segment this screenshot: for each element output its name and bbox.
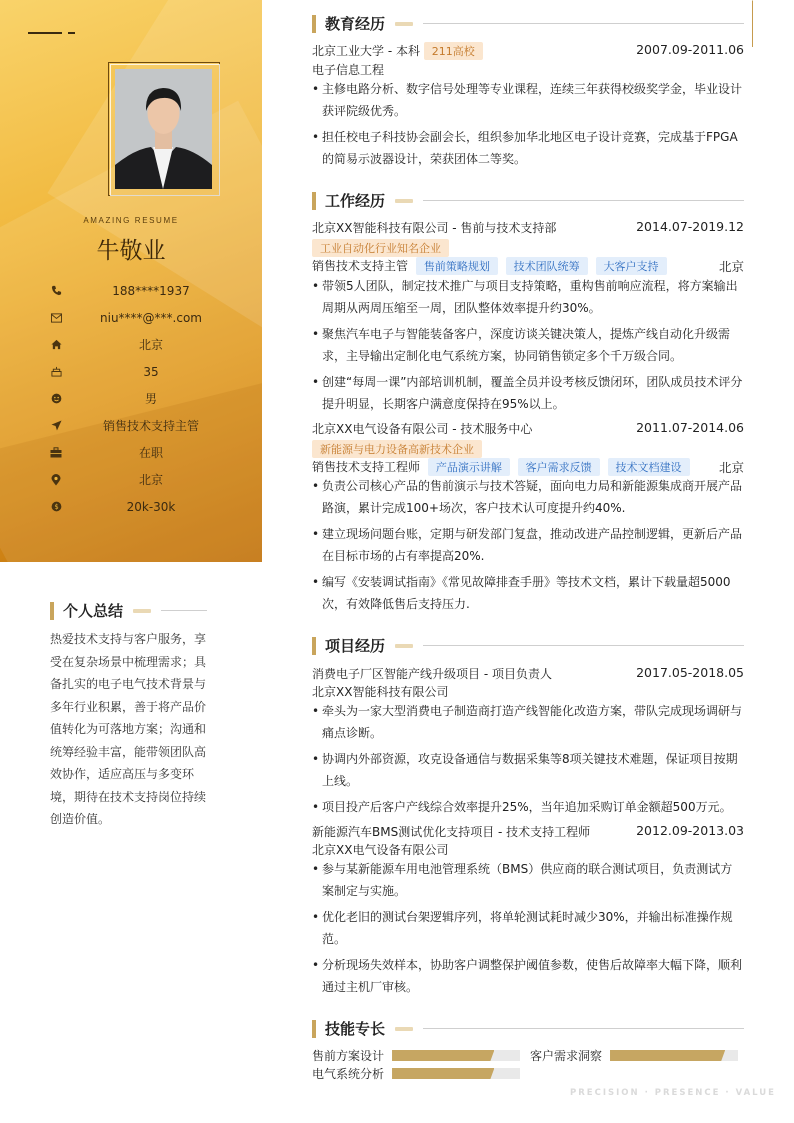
skill-name: 售前方案设计	[312, 1049, 385, 1063]
skill-tag: 技术文档建设	[608, 458, 690, 476]
education-major: 电子信息工程	[312, 63, 385, 77]
info-value: 北京	[138, 473, 163, 487]
job-city: 北京	[718, 259, 744, 274]
project-bullet: • 参与某新能源车用电池管理系统（BMS）供应商的联合测试项目，负责测试方案制定与实施。	[312, 858, 744, 902]
skill-bar-fill	[392, 1050, 494, 1061]
resume-tagline: AMAZING RESUME	[83, 216, 179, 225]
education-date: 2007.09-2011.06	[636, 42, 744, 57]
info-gender	[48, 385, 238, 412]
job-bullet: • 创建“每周一课”内部培训机制，覆盖全员并设考核反馈闭环，团队成员技术评分提升明显，长期客户满意度保持在95%以上。	[312, 371, 744, 415]
location-pin-icon	[48, 472, 64, 488]
avatar-photo	[115, 69, 212, 189]
project-bullet: • 分析现场失效样本，协助客户调整保护阈值参数，使售后故障率大幅下降，顺利通过主机厂审核。	[312, 954, 744, 998]
job-city: 北京	[718, 460, 744, 475]
job-bullet: • 聚焦汽车电子与智能装备客户，深度访谈关键决策人，提炼产线自动化升级需求，主导输出定制化电气系统方案，协同销售锁定多个千万级合同。	[312, 323, 744, 367]
project-bullet: • 项目投产后客户产线综合效率提升25%，当年追加采购订单金额超500万元。	[312, 796, 744, 818]
svg-text:$: $	[53, 502, 59, 511]
project-bullet: • 牵头为一家大型消费电子制造商打造产线智能化改造方案，带队完成现场调研与痛点诊断。	[312, 700, 744, 744]
skill-bar-fill	[610, 1050, 725, 1061]
project-date: 2017.05-2018.05	[636, 665, 744, 680]
project-name: 新能源汽车BMS测试优化支持项目 - 技术支持工程师	[312, 825, 591, 839]
info-phone	[48, 277, 238, 304]
info-value: 188****1937	[112, 283, 190, 298]
skill-item	[312, 1047, 520, 1064]
project-org: 北京XX智能科技有限公司	[312, 685, 449, 699]
project-date: 2012.09-2013.03	[636, 823, 744, 838]
briefcase-icon	[48, 445, 64, 461]
job-bullet: • 建立现场问题台账，定期与研发部门复盘，推动改进产品控制逻辑，更新后产品在目标市场的占有率提高20%.	[312, 523, 744, 567]
phone-icon	[48, 283, 64, 299]
skill-bar	[392, 1050, 520, 1061]
job-bullet: • 负责公司核心产品的售前演示与技术答疑，面向电力局和新能源集成商开展产品路演，累计完成100+场次，客户技术认可度提升约40%.	[312, 475, 744, 519]
send-icon	[48, 418, 64, 434]
project-row	[312, 823, 744, 840]
education-heading	[312, 13, 744, 34]
skills-heading	[312, 1018, 744, 1039]
section-title: 工作经历	[325, 192, 386, 210]
info-value: 20k-30k	[126, 499, 176, 514]
info-position	[48, 412, 238, 439]
info-status	[48, 439, 238, 466]
section-title: 个人总结	[63, 602, 124, 620]
info-value: 在职	[138, 446, 163, 460]
skill-tag: 产品演示讲解	[428, 458, 510, 476]
project-org: 北京XX电气设备有限公司	[312, 843, 449, 857]
projects-heading	[312, 635, 744, 656]
info-value: niu****@***.com	[100, 310, 202, 325]
section-title: 技能专长	[325, 1020, 386, 1038]
skill-tag: 客户需求反馈	[518, 458, 600, 476]
school-name: 北京工业大学 - 本科	[312, 44, 420, 58]
skill-item	[312, 1065, 520, 1082]
education-bullet: • 主修电路分析、数字信号处理等专业课程，连续三年获得校级奖学金，毕业设计获评院级优秀。	[312, 78, 744, 122]
skill-tag: 大客户支持	[596, 257, 667, 275]
project-row	[312, 665, 744, 682]
decor-dash	[28, 32, 62, 34]
skill-tag: 技术团队统筹	[506, 257, 588, 275]
info-value: 35	[143, 364, 159, 379]
job-company-row	[312, 219, 744, 236]
skill-item	[530, 1047, 738, 1064]
job-bullet: • 编写《安装调试指南》《常见故障排查手册》等技术文档，累计下载量超5000次，有效降低售后支持压力.	[312, 571, 744, 615]
info-location	[48, 466, 238, 493]
job-date: 2014.07-2019.12	[636, 219, 744, 234]
home-icon	[48, 337, 64, 353]
skill-bar-fill	[392, 1068, 494, 1079]
job-company: 北京XX电气设备有限公司 - 技术服务中心	[312, 422, 533, 436]
info-salary	[48, 493, 238, 520]
education-bullet: • 担任校电子科技协会副会长，组织参加华北地区电子设计竞赛，完成基于FPGA的简易示波器设计，荣获团体二等奖。	[312, 126, 744, 170]
job-bullet: • 带领5人团队，制定技术推广与项目支持策略，重构售前响应流程，将方案输出周期从两周压缩至一周，团队整体效率提升约30%。	[312, 275, 744, 319]
candidate-name: 牛敬业	[96, 238, 166, 264]
job-role: 销售技术支持主管	[312, 259, 409, 273]
info-home	[48, 331, 238, 358]
decor-dash-short	[68, 32, 75, 34]
education-school-row	[312, 42, 744, 60]
industry-badge: 新能源与电力设备高新技术企业	[312, 440, 482, 458]
project-bullet: • 优化老旧的测试台架逻辑序列，将单轮测试耗时减少30%，并输出标准操作规范。	[312, 906, 744, 950]
job-company: 北京XX智能科技有限公司 - 售前与技术支持部	[312, 221, 557, 235]
job-industry-row	[312, 440, 744, 458]
info-age	[48, 358, 238, 385]
summary-text: 热爱技术支持与客户服务，享受在复杂场景中梳理需求；具备扎实的电子电气技术背景与多年行业积累，善于将产品价值转化为可落地方案；沟通和统筹经验丰富，能带领团队高效协作，适应高压与多变环境，期待在技术支持岗位持续创造价值。	[50, 632, 207, 826]
skill-name: 电气系统分析	[312, 1067, 385, 1081]
footer-tagline: PRECISION · PRESENCE · VALUE	[570, 1088, 776, 1098]
summary-heading	[50, 600, 207, 621]
skill-tag: 售前策略规划	[416, 257, 498, 275]
job-role-row	[312, 458, 744, 476]
section-title: 教育经历	[325, 15, 386, 33]
skill-bar	[610, 1050, 738, 1061]
school-badge: 211高校	[424, 42, 483, 60]
work-heading	[312, 190, 744, 211]
mail-icon	[48, 310, 64, 326]
info-value: 男	[144, 392, 157, 406]
info-value: 销售技术支持主管	[102, 419, 199, 433]
skill-bar	[392, 1068, 520, 1079]
job-role: 销售技术支持工程师	[312, 460, 421, 474]
skill-name: 客户需求洞察	[530, 1049, 603, 1063]
project-bullet: • 协调内外部资源，攻克设备通信与数据采集等8项关键技术难题，保证项目按期上线。	[312, 748, 744, 792]
job-role-row	[312, 257, 744, 275]
job-date: 2011.07-2014.06	[636, 420, 744, 435]
industry-badge: 工业自动化行业知名企业	[312, 239, 449, 257]
job-company-row	[312, 420, 744, 437]
section-title: 项目经历	[325, 637, 386, 655]
job-industry-row	[312, 239, 744, 257]
contact-info	[48, 277, 238, 520]
project-name: 消费电子厂区智能产线升级项目 - 项目负责人	[312, 667, 552, 681]
cake-icon	[48, 364, 64, 380]
info-email	[48, 304, 238, 331]
info-value: 北京	[138, 338, 163, 352]
user-icon	[48, 391, 64, 407]
money-icon	[48, 499, 64, 515]
